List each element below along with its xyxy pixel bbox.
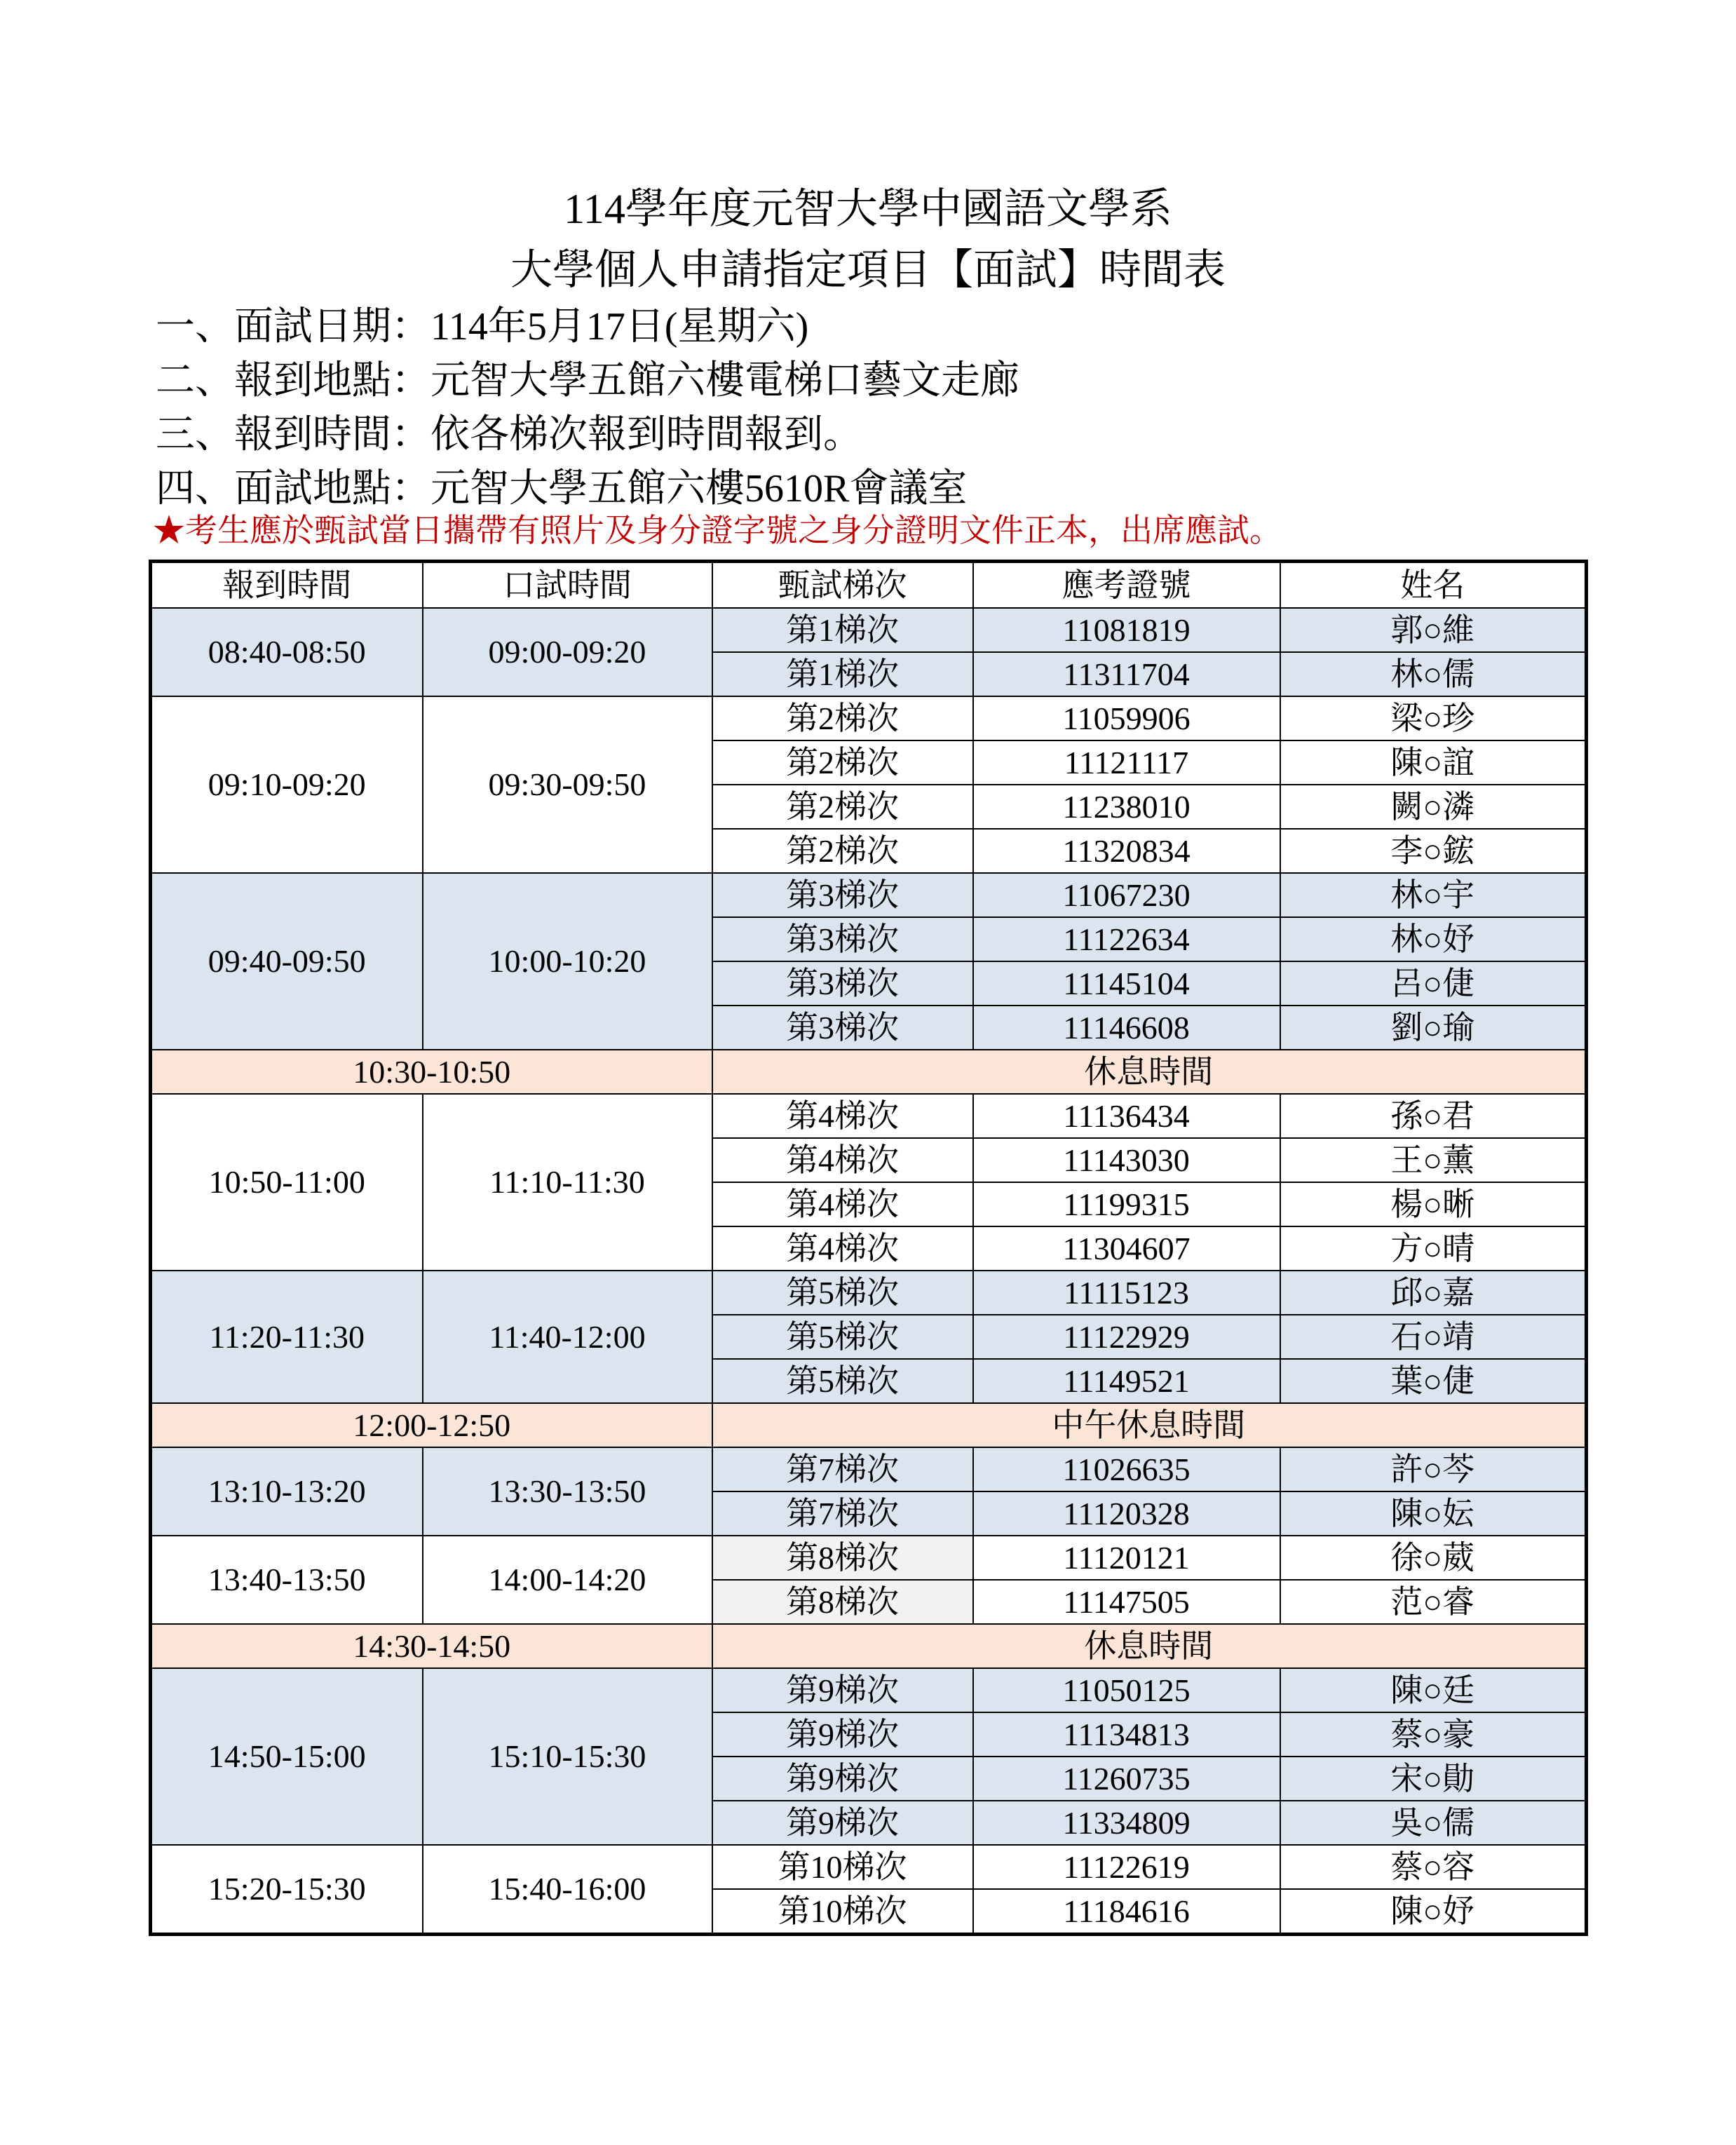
header-exam-id: 應考證號 <box>973 562 1280 609</box>
checkin-time-cell: 09:40-09:50 <box>151 873 423 1050</box>
exam-id-cell: 11120328 <box>973 1491 1280 1536</box>
batch-cell: 第10梯次 <box>712 1889 973 1935</box>
name-cell: 林○儒 <box>1280 652 1587 696</box>
checkin-time-cell: 11:20-11:30 <box>151 1271 423 1403</box>
id-document-notice: ★考生應於甄試當日攜帶有照片及身分證字號之身分證明文件正本，出席應試。 <box>153 513 1282 548</box>
checkin-time-cell: 09:10-09:20 <box>151 696 423 873</box>
name-cell: 蔡○容 <box>1280 1845 1587 1889</box>
break-label-cell: 休息時間 <box>712 1624 1587 1668</box>
break-row <box>151 1403 1587 1447</box>
name-cell: 楊○晰 <box>1280 1182 1587 1226</box>
interview-time-cell: 11:10-11:30 <box>423 1094 712 1271</box>
batch-cell: 第2梯次 <box>712 696 973 740</box>
checkin-place: 二、報到地點：元智大學五館六樓電梯口藝文走廊 <box>156 359 1019 402</box>
exam-id-cell: 11136434 <box>973 1094 1280 1138</box>
batch-cell: 第4梯次 <box>712 1182 973 1226</box>
exam-id-cell: 11149521 <box>973 1359 1280 1403</box>
batch-cell: 第8梯次 <box>712 1536 973 1580</box>
name-cell: 陳○妤 <box>1280 1889 1587 1935</box>
document-subtitle: 大學個人申請指定項目【面試】時間表 <box>510 247 1226 293</box>
name-cell: 李○鋐 <box>1280 829 1587 873</box>
interview-time-cell: 11:40-12:00 <box>423 1271 712 1403</box>
name-cell: 孫○君 <box>1280 1094 1587 1138</box>
batch-cell: 第7梯次 <box>712 1447 973 1491</box>
batch-cell: 第9梯次 <box>712 1801 973 1845</box>
name-cell: 石○靖 <box>1280 1315 1587 1359</box>
break-time-cell: 14:30-14:50 <box>151 1624 712 1668</box>
table-header-row <box>151 562 1587 609</box>
batch-cell: 第3梯次 <box>712 1006 973 1050</box>
exam-id-cell: 11146608 <box>973 1006 1280 1050</box>
checkin-time-cell: 13:10-13:20 <box>151 1447 423 1536</box>
break-label-cell: 休息時間 <box>712 1050 1587 1094</box>
exam-id-cell: 11311704 <box>973 652 1280 696</box>
break-row <box>151 1050 1587 1094</box>
exam-id-cell: 11304607 <box>973 1226 1280 1271</box>
exam-id-cell: 11067230 <box>973 873 1280 917</box>
header-interview-time: 口試時間 <box>423 562 712 609</box>
exam-id-cell: 11115123 <box>973 1271 1280 1315</box>
exam-id-cell: 11145104 <box>973 961 1280 1006</box>
exam-id-cell: 11260735 <box>973 1757 1280 1801</box>
batch-cell: 第3梯次 <box>712 961 973 1006</box>
table-row <box>151 1447 1587 1491</box>
table-row <box>151 1094 1587 1138</box>
batch-cell: 第9梯次 <box>712 1757 973 1801</box>
name-cell: 許○芩 <box>1280 1447 1587 1491</box>
name-cell: 王○薰 <box>1280 1138 1587 1182</box>
table-row <box>151 873 1587 917</box>
name-cell: 呂○倢 <box>1280 961 1587 1006</box>
exam-id-cell: 11050125 <box>973 1668 1280 1712</box>
table-row <box>151 608 1587 652</box>
name-cell: 徐○葳 <box>1280 1536 1587 1580</box>
interview-time-cell: 14:00-14:20 <box>423 1536 712 1624</box>
name-cell: 郭○維 <box>1280 608 1587 652</box>
exam-id-cell: 11122619 <box>973 1845 1280 1889</box>
exam-id-cell: 11320834 <box>973 829 1280 873</box>
table-row <box>151 1271 1587 1315</box>
break-time-cell: 12:00-12:50 <box>151 1403 712 1447</box>
table-row <box>151 696 1587 740</box>
exam-id-cell: 11059906 <box>973 696 1280 740</box>
exam-id-cell: 11184616 <box>973 1889 1280 1935</box>
break-row <box>151 1624 1587 1668</box>
exam-id-cell: 11143030 <box>973 1138 1280 1182</box>
name-cell: 邱○嘉 <box>1280 1271 1587 1315</box>
name-cell: 范○睿 <box>1280 1580 1587 1624</box>
exam-id-cell: 11081819 <box>973 608 1280 652</box>
exam-id-cell: 11122929 <box>973 1315 1280 1359</box>
header-name: 姓名 <box>1280 562 1587 609</box>
interview-place: 四、面試地點：元智大學五館六樓5610R會議室 <box>156 467 968 510</box>
batch-cell: 第7梯次 <box>712 1491 973 1536</box>
interview-time-cell: 15:40-16:00 <box>423 1845 712 1935</box>
name-cell: 陳○妘 <box>1280 1491 1587 1536</box>
checkin-time-cell: 10:50-11:00 <box>151 1094 423 1271</box>
exam-id-cell: 11238010 <box>973 785 1280 829</box>
batch-cell: 第1梯次 <box>712 608 973 652</box>
checkin-time-cell: 13:40-13:50 <box>151 1536 423 1624</box>
name-cell: 蔡○豪 <box>1280 1712 1587 1757</box>
checkin-time-cell: 14:50-15:00 <box>151 1668 423 1845</box>
name-cell: 林○宇 <box>1280 873 1587 917</box>
interview-date: 一、面試日期：114年5月17日(星期六) <box>156 305 809 349</box>
interview-time-cell: 09:00-09:20 <box>423 608 712 696</box>
exam-id-cell: 11121117 <box>973 740 1280 785</box>
name-cell: 吳○儒 <box>1280 1801 1587 1845</box>
break-label-cell: 中午休息時間 <box>712 1403 1587 1447</box>
checkin-time-cell: 15:20-15:30 <box>151 1845 423 1935</box>
interview-time-cell: 15:10-15:30 <box>423 1668 712 1845</box>
interview-schedule-table <box>149 560 1588 1936</box>
exam-id-cell: 11147505 <box>973 1580 1280 1624</box>
table-row <box>151 1668 1587 1712</box>
batch-cell: 第9梯次 <box>712 1712 973 1757</box>
batch-cell: 第10梯次 <box>712 1845 973 1889</box>
batch-cell: 第9梯次 <box>712 1668 973 1712</box>
header-batch: 甄試梯次 <box>712 562 973 609</box>
header-checkin-time: 報到時間 <box>151 562 423 609</box>
exam-id-cell: 11134813 <box>973 1712 1280 1757</box>
interview-time-cell: 13:30-13:50 <box>423 1447 712 1536</box>
batch-cell: 第2梯次 <box>712 829 973 873</box>
name-cell: 葉○倢 <box>1280 1359 1587 1403</box>
batch-cell: 第4梯次 <box>712 1226 973 1271</box>
batch-cell: 第2梯次 <box>712 785 973 829</box>
table-row <box>151 1845 1587 1889</box>
batch-cell: 第1梯次 <box>712 652 973 696</box>
name-cell: 宋○勛 <box>1280 1757 1587 1801</box>
batch-cell: 第3梯次 <box>712 917 973 961</box>
table-row <box>151 1536 1587 1580</box>
name-cell: 劉○瑜 <box>1280 1006 1587 1050</box>
batch-cell: 第8梯次 <box>712 1580 973 1624</box>
batch-cell: 第2梯次 <box>712 740 973 785</box>
batch-cell: 第4梯次 <box>712 1138 973 1182</box>
name-cell: 梁○珍 <box>1280 696 1587 740</box>
document-title: 114學年度元智大學中國語文學系 <box>564 186 1172 232</box>
batch-cell: 第5梯次 <box>712 1359 973 1403</box>
batch-cell: 第3梯次 <box>712 873 973 917</box>
batch-cell: 第5梯次 <box>712 1315 973 1359</box>
checkin-time-cell: 08:40-08:50 <box>151 608 423 696</box>
batch-cell: 第5梯次 <box>712 1271 973 1315</box>
interview-time-cell: 10:00-10:20 <box>423 873 712 1050</box>
exam-id-cell: 11334809 <box>973 1801 1280 1845</box>
name-cell: 陳○廷 <box>1280 1668 1587 1712</box>
name-cell: 林○妤 <box>1280 917 1587 961</box>
exam-id-cell: 11122634 <box>973 917 1280 961</box>
exam-id-cell: 11026635 <box>973 1447 1280 1491</box>
interview-time-cell: 09:30-09:50 <box>423 696 712 873</box>
exam-id-cell: 11199315 <box>973 1182 1280 1226</box>
name-cell: 方○晴 <box>1280 1226 1587 1271</box>
exam-id-cell: 11120121 <box>973 1536 1280 1580</box>
break-time-cell: 10:30-10:50 <box>151 1050 712 1094</box>
checkin-time: 三、報到時間：依各梯次報到時間報到。 <box>156 413 862 456</box>
batch-cell: 第4梯次 <box>712 1094 973 1138</box>
name-cell: 闕○潾 <box>1280 785 1587 829</box>
name-cell: 陳○誼 <box>1280 740 1587 785</box>
